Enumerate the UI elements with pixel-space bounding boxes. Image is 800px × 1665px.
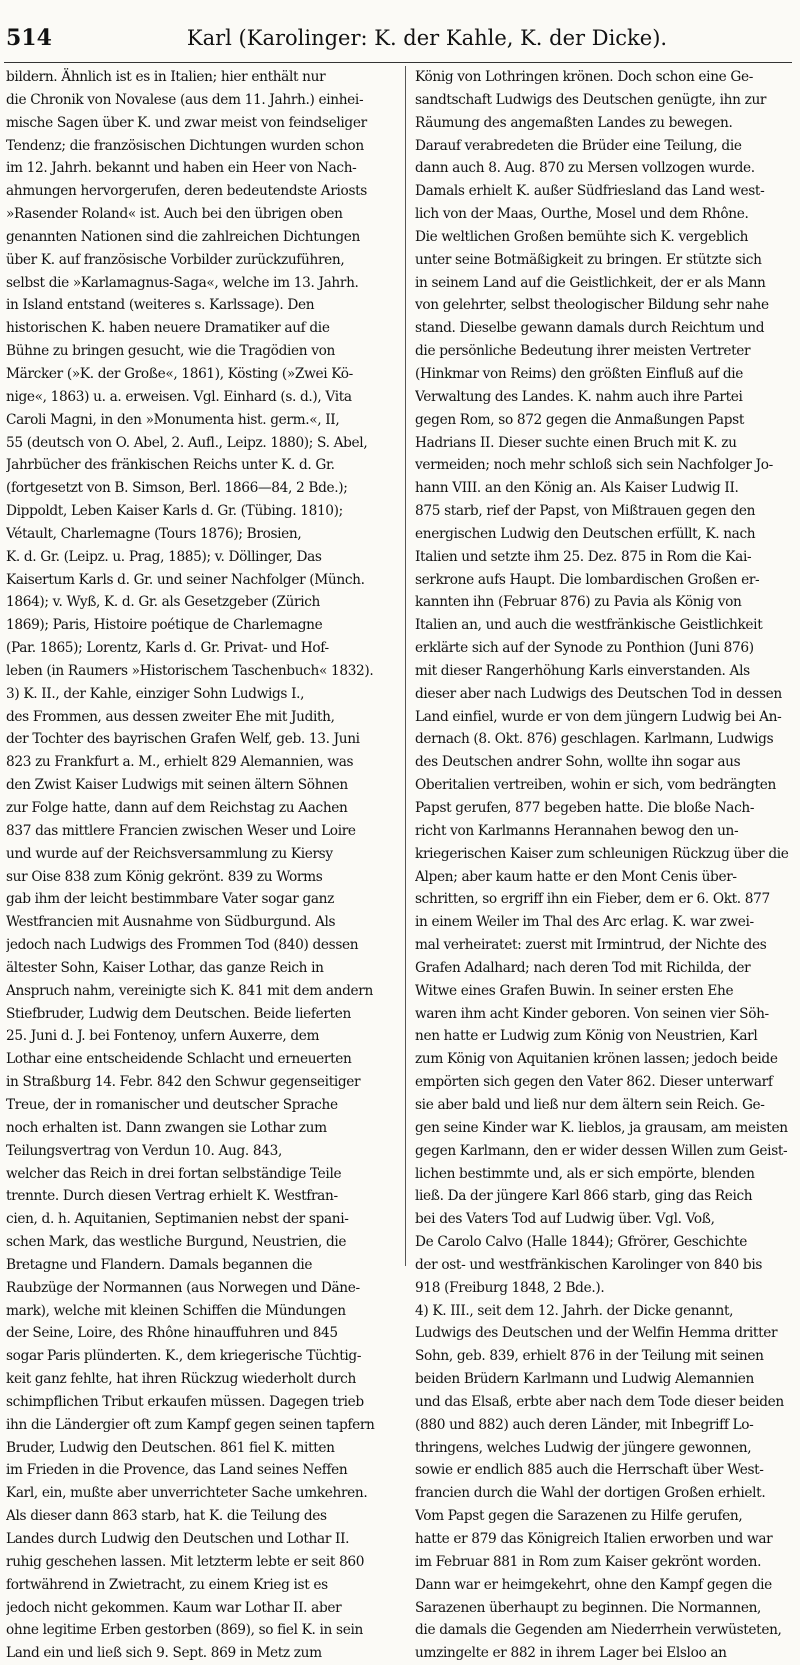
text-line: 25. Juni d. J. bei Fontenoy, unfern Auxerre, dem [6, 1028, 320, 1045]
text-line: gen seine Kinder war K. lieblos, ja grausam, am meisten [415, 1119, 788, 1136]
text-line: Verwaltung des Landes. K. nahm auch ihre Partei [415, 388, 743, 405]
text-line: zum König von Aquitanien krönen lassen; jedoch beide [415, 1051, 778, 1068]
text-line: in seinem Land auf die Geistlichkeit, der er als Mann [415, 274, 766, 291]
text-line: cien, d. h. Aquitanien, Septimanien nebst der spani- [6, 1211, 349, 1228]
text-line: von gelehrter, selbst theologischer Bildung sehr nahe [415, 297, 769, 314]
text-line: des Deutschen andrer Sohn, wollte ihn sogar aus [415, 754, 741, 771]
text-line: ließ. Da der jüngere Karl 866 starb, ging das Reich [415, 1188, 753, 1205]
text-line: mal verheiratet: zuerst mit Irmintrud, der Nichte des [415, 937, 767, 954]
text-line: Sarazenen überhaupt zu beginnen. Die Normannen, [415, 1599, 762, 1616]
text-line: Dippoldt, Leben Kaiser Karls d. Gr. (Tübing. 1810); [6, 503, 343, 520]
text-line: Sohn, geb. 839, erhielt 876 in der Teilung mit seinen [415, 1348, 764, 1365]
running-title: Karl (Karolinger: K. der Kahle, K. der Dicke). [186, 26, 668, 50]
text-line: die persönliche Bedeutung ihrer meisten Vertreter [415, 343, 751, 360]
text-line: kriegerischen Kaiser zum schleunigen Rückzug über die [415, 845, 789, 862]
text-line: Land ein und ließ sich 9. Sept. 869 in Metz zum [6, 1645, 322, 1662]
text-line: Dann war er heimgekehrt, ohne den Kampf gegen die [415, 1576, 772, 1593]
text-line: jedoch nach Ludwigs des Frommen Tod (840) dessen [6, 937, 359, 954]
text-line: im Frieden in die Provence, das Land seines Neffen [6, 1462, 348, 1479]
text-line: (fortgesetzt von B. Simson, Berl. 1866—84, 2 Bde.); [6, 480, 348, 497]
text-line: keit ganz fehlte, hat ihren Rückzug wiederholt durch [6, 1371, 356, 1388]
text-line: Bretagne und Flandern. Damals begannen die [6, 1256, 313, 1273]
text-line: lichen bestimmte und, als er sich empörte, blenden [415, 1165, 755, 1182]
text-line: Alpen; aber kaum hatte er den Mont Cenis über- [415, 868, 737, 885]
text-line: schritten, so ergriff ihn ein Fieber, dem er 6. Okt. 877 [415, 891, 770, 908]
text-line: trennte. Durch diesen Vertrag erhielt K. Westfran- [6, 1188, 338, 1205]
text-line: Märcker (»K. der Große«, 1861), Kösting (»Zwei Kö- [6, 365, 353, 382]
text-line: (Par. 1865); Lorentz, Karls d. Gr. Privat- und Hof- [6, 640, 329, 657]
text-line: ruhig geschehen lassen. Mit letzterm lebte er seit 860 [6, 1553, 365, 1570]
text-line: zur Folge hatte, dann auf dem Reichstag zu Aachen [6, 800, 348, 816]
text-line: Vom Papst gegen die Sarazenen zu Hilfe gerufen, [415, 1508, 743, 1525]
text-line: in einem Weiler im Thal des Arc erlag. K. war zwei- [415, 914, 754, 931]
text-line: ältester Sohn, Kaiser Lothar, das ganze Reich in [6, 959, 324, 976]
text-line: ahmungen hervorgerufen, deren bedeutendste Ariosts [6, 183, 367, 200]
text-line: vermeiden; noch mehr schloß sich sein Nachfolger Jo- [415, 457, 773, 474]
text-line: genannten Nationen sind die zahlreichen Dichtungen [6, 228, 360, 245]
text-line: K. d. Gr. (Leipz. u. Prag, 1885); v. Döllinger, Das [6, 548, 322, 565]
text-line: Grafen Adalhard; nach deren Tod mit Richilda, der [415, 959, 751, 976]
text-line: Als dieser dann 863 starb, hat K. die Teilung des [6, 1508, 327, 1525]
text-line: den Zwist Kaiser Ludwigs mit seinen ältern Söhnen [6, 777, 348, 794]
text-line: Kaisertum Karls d. Gr. und seiner Nachfolger (Münch. [6, 571, 365, 588]
text-line: Karl, ein, mußte aber unverrichteter Sache umkehren. [6, 1485, 368, 1502]
text-line: noch erhalten ist. Dann zwangen sie Lothar zum [6, 1119, 327, 1136]
text-line: 875 starb, rief der Papst, von Mißtrauen gegen den [415, 503, 756, 520]
text-line: Treue, der in romanischer und deutscher Sprache [6, 1096, 338, 1113]
text-line: und das Elsaß, erbte aber nach dem Tode dieser beiden [415, 1393, 784, 1410]
text-line: sur Oise 838 zum König gekrönt. 839 zu Worms [6, 868, 323, 885]
text-line: dernach (8. Okt. 876) geschlagen. Karlmann, Ludwigs [415, 731, 774, 748]
text-line: stand. Dieselbe gewann damals durch Reichtum und [415, 320, 765, 337]
text-line: dieser aber nach Ludwigs des Deutschen Tod in dessen [415, 685, 782, 702]
left-column [6, 66, 398, 1665]
text-line: leben (in Raumers »Historischem Taschenbuch« 1832). [6, 662, 374, 679]
text-line: ihn die Ländergier oft zum Kampf gegen seinen tapfern [6, 1416, 375, 1433]
text-line: Land einfiel, wurde er von dem jüngern Ludwig bei An- [415, 708, 782, 725]
text-line: gegen Karlmann, den er wider dessen Willen zum Geist- [415, 1142, 788, 1159]
text-line: schimpflichen Tribut erkaufen müssen. Dagegen trieb [6, 1393, 364, 1410]
text-line: Räumung des angemaßten Landes zu bewegen. [415, 114, 733, 131]
text-line: kannten ihn (Februar 876) zu Pavia als König von [415, 594, 742, 611]
text-line: jedoch nicht gekommen. Kaum war Lothar II. aber [6, 1599, 342, 1616]
text-line: gegen Rom, so 872 gegen die Anmaßungen Papst [415, 411, 744, 428]
text-line: beiden Brüdern Karlmann und Ludwig Alemannien [415, 1371, 754, 1388]
text-line: die damals die Gegenden am Niederrhein verwüsteten, [415, 1622, 782, 1639]
text-line: im 12. Jahrh. bekannt und haben ein Heer von Nach- [6, 160, 357, 177]
text-line: Caroli Magni, in den »Monumenta hist. germ.«, II, [6, 411, 340, 428]
text-line: Hadrians II. Dieser suchte einen Bruch mit K. zu [415, 434, 737, 451]
text-line: umzingelte er 882 in ihrem Lager bei Elsloo an [415, 1645, 727, 1662]
text-line: sogar Paris plünderten. K., dem kriegerische Tüchtig- [6, 1348, 362, 1365]
text-line: die Chronik von Novalese (aus dem 11. Jahrh.) einhei- [6, 91, 364, 108]
page-header [6, 22, 788, 54]
text-line: sowie er endlich 885 auch die Herrschaft über West- [415, 1462, 764, 1479]
text-line: unter seine Botmäßigkeit zu bringen. Er stützte sich [415, 251, 762, 268]
text-line: »Rasender Roland« ist. Auch bei den übrigen oben [6, 206, 343, 223]
text-line: Italien an, und auch die westfränkische Geistlichkeit [415, 617, 763, 634]
text-line: empörten sich gegen den Vater 862. Dieser unterwarf [415, 1074, 773, 1091]
text-line: gab ihm der leicht bestimmbare Vater sogar ganz [6, 891, 335, 908]
text-line: sie aber bald und ließ nur dem ältern sein Reich. Ge- [415, 1096, 765, 1113]
text-line: 3) K. II., der Kahle, einziger Sohn Ludwigs I., [6, 685, 305, 702]
text-line: hann VIII. an den König an. Als Kaiser Ludwig II. [415, 480, 739, 497]
text-line: Teilungsvertrag von Verdun 10. Aug. 843, [6, 1142, 282, 1159]
text-line: Westfrancien mit Ausnahme von Südburgund. Als [6, 914, 336, 931]
text-line: Oberitalien vertreiben, wohin er sich, vom bedrängten [415, 777, 776, 794]
text-line: 837 das mittlere Francien zwischen Weser und Loire [6, 822, 356, 839]
text-line: richt von Karlmanns Herannahen bewog den un- [415, 822, 739, 839]
text-line: nige«, 1863) u. a. erweisen. Vgl. Einhard (s. d.), Vita [6, 388, 352, 405]
text-line: mark), welche mit kleinen Schiffen die Mündungen [6, 1302, 346, 1319]
text-line: (Hinkmar von Reims) den größten Einfluß auf die [415, 365, 744, 382]
text-line: Jahrbücher des fränkischen Reichs unter K. d. Gr. [6, 457, 335, 474]
text-line: 1864); v. Wyß, K. d. Gr. als Gesetzgeber (Zürich [6, 594, 321, 611]
text-line: in Straßburg 14. Febr. 842 den Schwur gegenseitiger [6, 1074, 361, 1091]
text-line: Darauf verabredeten die Brüder eine Teilung, die [415, 137, 742, 154]
text-line: Lothar eine entscheidende Schlacht und erneuerten [6, 1051, 352, 1068]
text-line: in Island entstand (weiteres s. Karlssage). Den [6, 297, 315, 314]
text-line: lich von der Maas, Ourthe, Mosel und dem Rhône. [415, 206, 749, 223]
text-line: Witwe eines Grafen Buwin. In seiner ersten Ehe [415, 982, 734, 999]
text-line: 4) K. III., seit dem 12. Jahrh. der Dicke genannt, [415, 1302, 734, 1319]
text-line: 55 (deutsch von O. Abel, 2. Aufl., Leipz. 1880); S. Abel, [6, 434, 368, 451]
text-line: ohne legitime Erben gestorben (869), so fiel K. in sein [6, 1622, 363, 1639]
text-line: bildern. Ähnlich ist es in Italien; hier enthält nur [6, 69, 326, 85]
text-line: der ost- und westfränkischen Karolinger von 840 bis [415, 1256, 763, 1273]
text-line: schen Mark, das westliche Burgund, Neustrien, die [6, 1234, 347, 1251]
text-line: Bühne zu bringen gesucht, wie die Tragödien von [6, 343, 335, 360]
text-line: (880 und 882) auch deren Länder, mit Inbegriff Lo- [415, 1416, 754, 1433]
text-line: der Tochter des bayrischen Grafen Welf, geb. 13. Juni [6, 731, 360, 748]
text-line: energischen Ludwig den Deutschen erfüllt, K. nach [415, 525, 756, 542]
text-line: über K. auf französische Vorbilder zurückzuführen, [6, 251, 345, 268]
text-line: hatte er 879 das Königreich Italien erworben und war [415, 1531, 773, 1547]
text-line: sandtschaft Ludwigs des Deutschen genügte, ihn zur [415, 91, 767, 108]
column-divider [405, 66, 406, 1266]
text-line: Damals erhielt K. außer Südfriesland das Land west- [415, 183, 765, 200]
text-line: historischen K. haben neuere Dramatiker auf die [6, 320, 330, 337]
text-line: 1869); Paris, Histoire poétique de Charlemagne [6, 617, 323, 634]
text-line: Bruder, Ludwig den Deutschen. 861 fiel K. mitten [6, 1439, 335, 1456]
page-number: 514 [6, 25, 52, 51]
text-line: thringens, welches Ludwig der jüngere gewonnen, [415, 1439, 752, 1456]
text-line: Ludwigs des Deutschen und der Welfin Hemma dritter [415, 1325, 778, 1342]
text-line: Tendenz; die französischen Dichtungen wurden schon [6, 137, 364, 154]
text-line: Stiefbruder, Ludwig dem Deutschen. Beide lieferten [6, 1005, 351, 1022]
text-line: dann auch 8. Aug. 870 zu Mersen vollzogen wurde. [415, 160, 755, 177]
text-line: mische Sagen über K. und zwar meist von feindseliger [6, 114, 367, 131]
text-line: bei des Vaters Tod auf Ludwig über. Vgl. Voß, [415, 1211, 715, 1228]
text-line: Raubzüge der Normannen (aus Norwegen und Däne- [6, 1279, 360, 1296]
text-line: Papst gerufen, 877 begeben hatte. Die bloße Nach- [415, 800, 755, 816]
text-line: der Seine, Loire, des Rhône hinauffuhren und 845 [6, 1325, 338, 1342]
header-rule [4, 62, 792, 63]
text-line: fortwährend in Zwietracht, zu einem Krieg ist es [6, 1576, 328, 1593]
text-line: Die weltlichen Großen bemühte sich K. vergeblich [415, 228, 749, 245]
right-column [415, 66, 800, 1665]
text-line: Vétault, Charlemagne (Tours 1876); Brosien, [6, 525, 302, 542]
text-line: erklärte sich auf der Synode zu Ponthion (Juni 876) [415, 640, 754, 657]
text-line: 918 (Freiburg 1848, 2 Bde.). [415, 1279, 605, 1296]
text-line: 823 zu Frankfurt a. M., erhielt 829 Alemannien, was [6, 754, 354, 771]
text-line: des Frommen, aus dessen zweiter Ehe mit Judith, [6, 708, 335, 725]
text-line: welcher das Reich in drei fortan selbständige Teile [6, 1165, 342, 1182]
text-line: De Carolo Calvo (Halle 1844); Gfrörer, Geschichte [415, 1234, 747, 1251]
text-line: Italien und setzte ihm 25. Dez. 875 in Rom die Kai- [415, 548, 752, 565]
text-line: francien durch die Wahl der dortigen Großen erhielt. [415, 1485, 766, 1502]
text-line: serkrone aufs Haupt. Die lombardischen Großen er- [415, 571, 760, 588]
text-line: nen hatte er Ludwig zum König von Neustrien, Karl [415, 1028, 758, 1045]
text-line: König von Lothringen krönen. Doch schon eine Ge- [415, 69, 754, 85]
text-line: waren ihm acht Kinder geboren. Von seinen vier Söh- [415, 1005, 769, 1022]
text-line: Anspruch nahm, vereinigte sich K. 841 mit dem andern [6, 982, 373, 999]
text-line: und wurde auf der Reichsversammlung zu Kiersy [6, 845, 333, 862]
text-line: Landes durch Ludwig den Deutschen und Lothar II. [6, 1531, 350, 1547]
text-line: mit dieser Rangerhöhung Karls einverstanden. Als [415, 662, 750, 679]
text-line: im Februar 881 in Rom zum Kaiser gekrönt worden. [415, 1553, 762, 1570]
text-line: selbst die »Karlamagnus-Saga«, welche im 13. Jahrh. [6, 274, 359, 291]
